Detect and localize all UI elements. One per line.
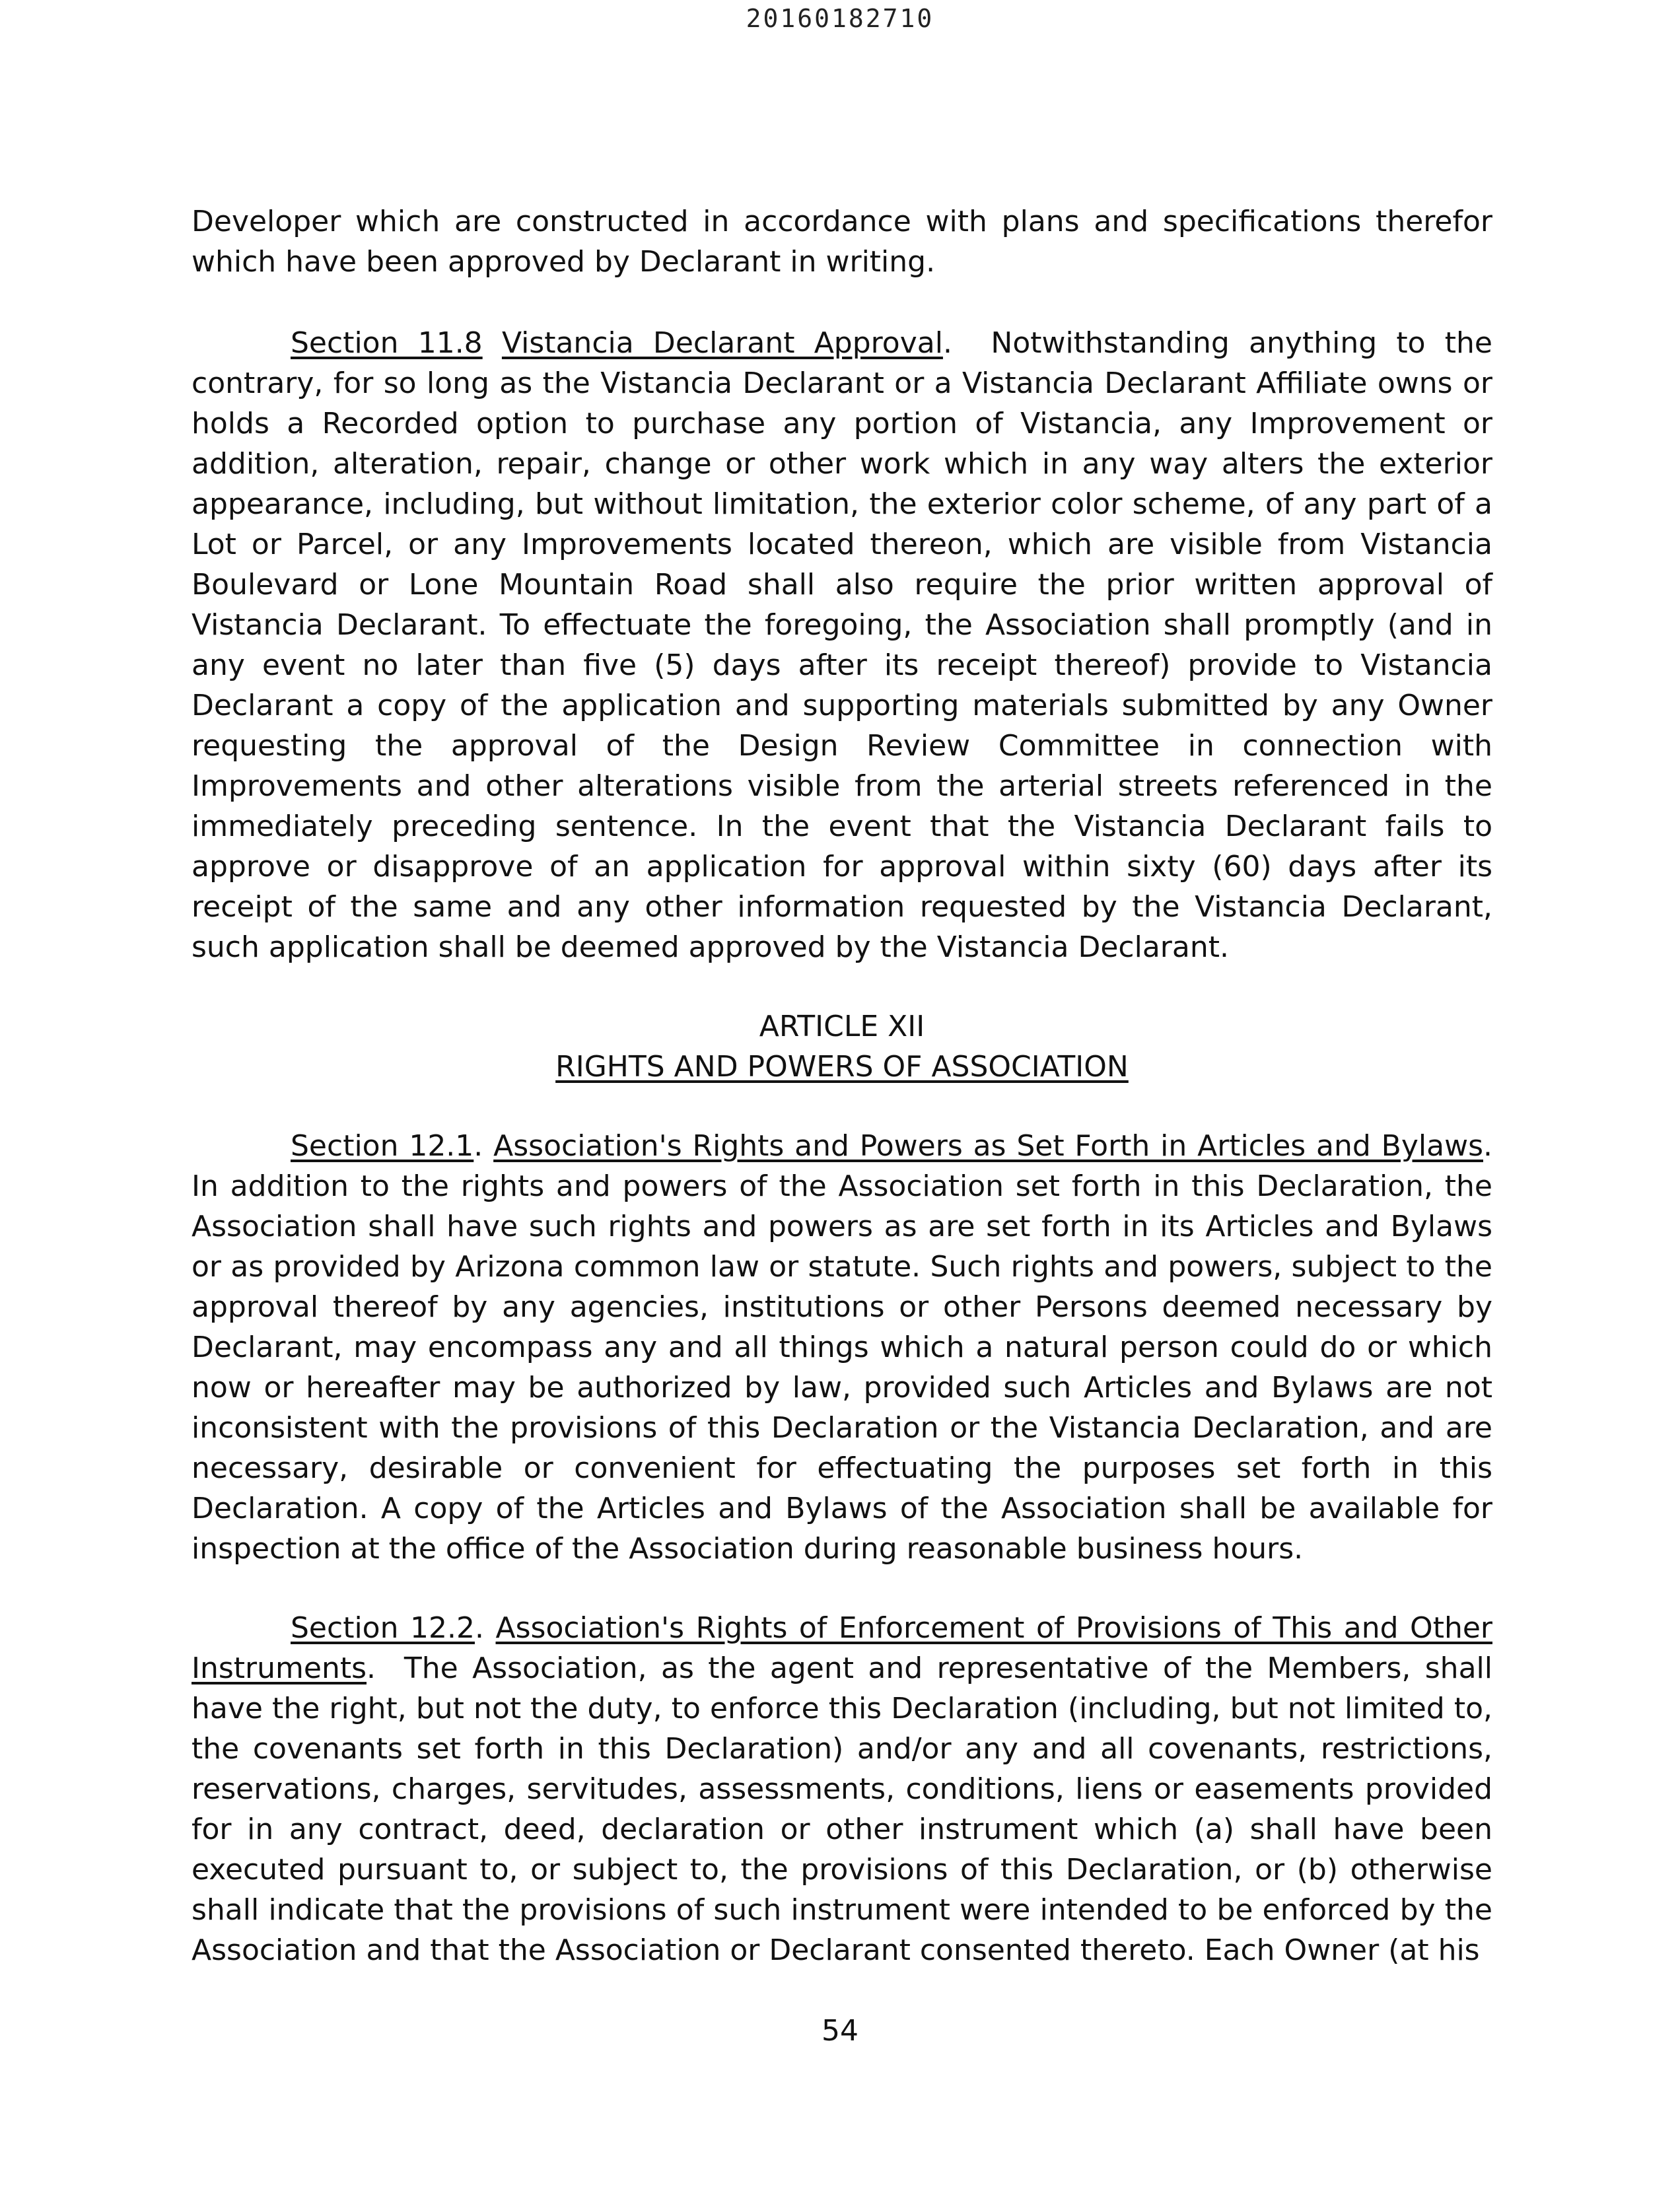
section-11-8-paragraph: Section 11.8 Vistancia Declarant Approval. Notwithstanding anything to the contrary, for so long as the Vistancia Declarant or a Vistancia Declarant Affiliate owns or holds a Recorded option to purchase any portion of Vistancia, any Improvement or addition, alteration, repair, change or other work which in any way alters the exterior appearance, including, but without limitation, the exterior color scheme, of any part of a Lot or Parcel, or any Improvements located thereon, which are visible from Vistancia Boulevard or Lone Mountain Road shall also require the prior written approval of Vistancia Declarant. To effectuate the foregoing, the Association shall promptly (and in any event no later than five (5) days after its receipt thereof) provide to Vistancia Declarant a copy of the application and supporting materials submitted by any Owner requesting the approval of the Design Review Committee in connection with Improvements and other alterations visible from the arterial streets referenced in the immediately preceding sentence. In the event that the Vistancia Declarant fails to approve or disapprove of an application for approval within sixty (60) days after its receipt of the same and any other information requested by the Vistancia Declarant, such application shall be deemed approved by the Vistancia Declarant.	[192, 326, 1493, 964]
section-11-8-number: Section 11.8	[291, 326, 483, 360]
section-12-2-body: The Association, as the agent and representative of the Members, shall have the right, but not the duty, to enforce this Declaration (including, but not limited to, the covenants set forth in this Declaration) and/or any and all covenants, restrictions, reservations, charges, servitudes, assessments, conditions, liens or easements provided for in any contract, deed, declaration or other instrument which (a) shall have been executed pursuant to, or subject to, the provisions of this Declaration, or (b) otherwise shall indicate that the provisions of such instrument were intended to be enforced by the Association and that the Association or Declarant consented thereto. Each Owner (at his	[192, 1651, 1492, 1967]
section-12-1-title: Association's Rights and Powers as Set Forth in Articles and Bylaws	[493, 1129, 1483, 1163]
continuation-paragraph: Developer which are constructed in accordance with plans and specifications therefor which have been approved by Declarant in writing.	[192, 205, 1492, 279]
section-12-2-number: Section 12.2	[291, 1611, 475, 1645]
page-number: 54	[822, 2014, 858, 2048]
article-title: RIGHTS AND POWERS OF ASSOCIATION	[555, 1050, 1129, 1084]
section-12-2-title: Association's Rights of Enforcement of Provisions of This and Other Instruments	[192, 1611, 1492, 1685]
section-12-2-paragraph: Section 12.2. Association's Rights of Enforcement of Provisions of This and Other Instruments. The Association, as the agent and representative of the Members, shall have the right, but not the duty, to enforce this Declaration (including, but not limited to, the covenants set forth in this Declaration) and/or any and all covenants, restrictions, reservations, charges, servitudes, assessments, conditions, liens or easements provided for in any contract, deed, declaration or other instrument which (a) shall have been executed pursuant to, or subject to, the provisions of this Declaration, or (b) otherwise shall indicate that the provisions of such instrument were intended to be enforced by the Association and that the Association or Declarant consented thereto. Each Owner (at his	[192, 1611, 1492, 1967]
section-11-8-title: Vistancia Declarant Approval	[501, 326, 943, 360]
section-12-1-body: In addition to the rights and powers of the Association set forth in this Declaration, the Association shall have such rights and powers as are set forth in its Articles and Bylaws or as provided by Arizona common law or statute. Such rights and powers, subject to the approval thereof by any agencies, institutions or other Persons deemed necessary by Declarant, may encompass any and all things which a natural person could do or which now or hereafter may be authorized by law, provided such Articles and Bylaws are not inconsistent with the provisions of this Declaration or the Vistancia Declaration, and are necessary, desirable or convenient for effectuating the purposes set forth in this Declaration. A copy of the Articles and Bylaws of the Association shall be available for inspection at the office of the Association during reasonable business hours.	[192, 1169, 1492, 1566]
section-11-8-body: Notwithstanding anything to the contrary, for so long as the Vistancia Declarant or a Vistancia Declarant Affiliate owns or holds a Recorded option to purchase any portion of Vistancia, any Improvement or addition, alteration, repair, change or other work which in any way alters the exterior appearance, including, but without limitation, the exterior color scheme, of any part of a Lot or Parcel, or any Improvements located thereon, which are visible from Vistancia Boulevard or Lone Mountain Road shall also require the prior written approval of Vistancia Declarant. To effectuate the foregoing, the Association shall promptly (and in any event no later than five (5) days after its receipt thereof) provide to Vistancia Declarant a copy of the application and supporting materials submitted by any Owner requesting the approval of the Design Review Committee in connection with Improvements and other alterations visible from the arterial streets referenced in the immediately preceding sentence. In the event that the Vistancia Declarant fails to approve or disapprove of an application for approval within sixty (60) days after its receipt of the same and any other information requested by the Vistancia Declarant, such application shall be deemed approved by the Vistancia Declarant.	[192, 326, 1493, 964]
article-number: ARTICLE XII	[759, 1010, 925, 1043]
document-number: 20160182710	[746, 4, 934, 33]
section-12-1-number: Section 12.1	[291, 1129, 474, 1163]
section-12-1-paragraph: Section 12.1. Association's Rights and Powers as Set Forth in Articles and Bylaws. In addition to the rights and powers of the Association set forth in this Declaration, the Association shall have such rights and powers as are set forth in its Articles and Bylaws or as provided by Arizona common law or statute. Such rights and powers, subject to the approval thereof by any agencies, institutions or other Persons deemed necessary by Declarant, may encompass any and all things which a natural person could do or which now or hereafter may be authorized by law, provided such Articles and Bylaws are not inconsistent with the provisions of this Declaration or the Vistancia Declaration, and are necessary, desirable or convenient for effectuating the purposes set forth in this Declaration. A copy of the Articles and Bylaws of the Association shall be available for inspection at the office of the Association during reasonable business hours.	[192, 1129, 1492, 1566]
